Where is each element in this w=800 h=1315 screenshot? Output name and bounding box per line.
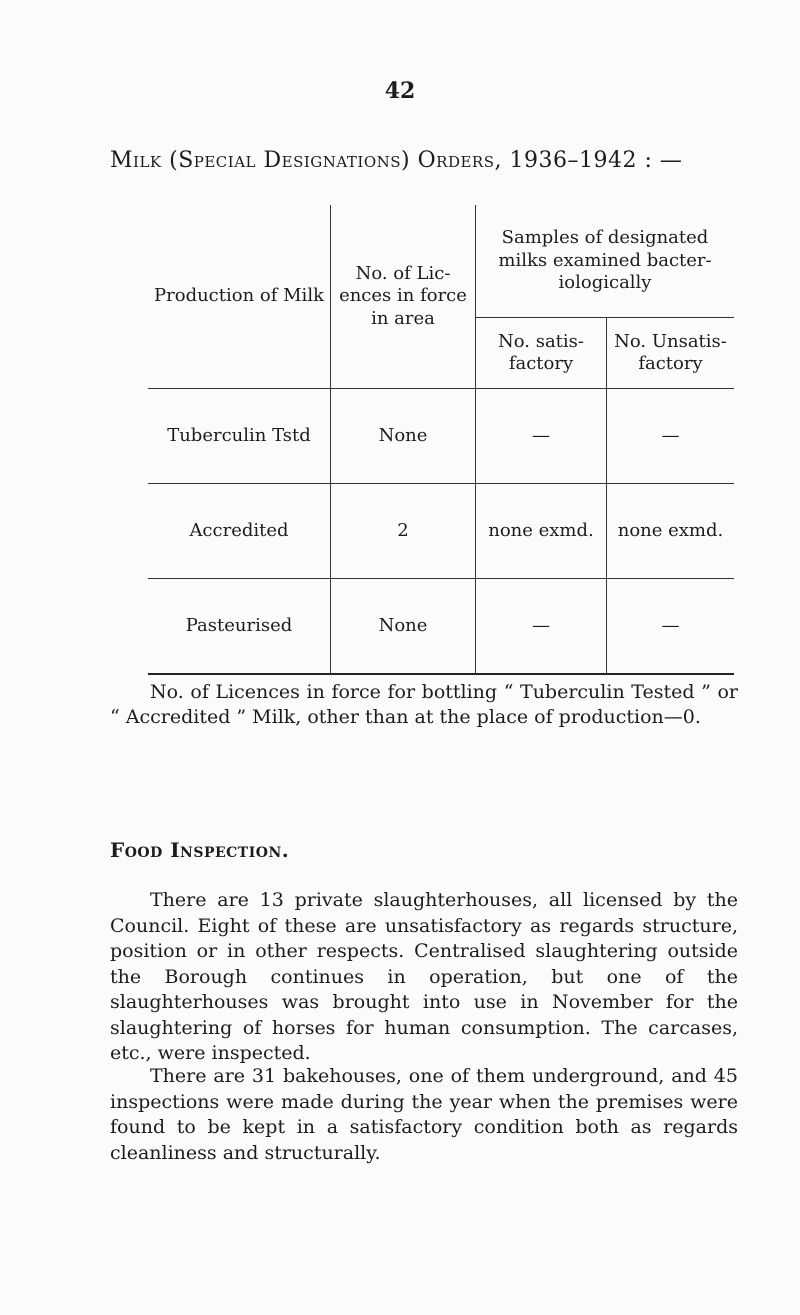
- heading-title: Milk (Special Designations) Orders,: [110, 148, 502, 173]
- cell-production: Pasteurised: [148, 579, 331, 675]
- cell-production: Accredited: [148, 484, 331, 579]
- cell-licences: None: [331, 579, 476, 675]
- cell-satisfactory: none exmd.: [476, 484, 607, 579]
- header-licences: No. of Lic- ences in force in area: [331, 205, 476, 389]
- cell-production: Tuberculin Tstd: [148, 389, 331, 484]
- header-satisfactory: No. satis- factory: [476, 318, 607, 389]
- table-row: [148, 579, 734, 675]
- cell-satisfactory: —: [476, 389, 607, 484]
- cell-unsatisfactory: —: [607, 579, 735, 675]
- cell-satisfactory: —: [476, 579, 607, 675]
- header-production: Production of Milk: [148, 205, 331, 389]
- header-samples: Samples of designated milks examined bacter- iologically: [476, 205, 735, 318]
- table-row: [148, 389, 734, 484]
- cell-unsatisfactory: —: [607, 389, 735, 484]
- table-row: [148, 484, 734, 579]
- cell-licences: None: [331, 389, 476, 484]
- food-inspection-title: Food Inspection.: [110, 838, 290, 862]
- cell-unsatisfactory: none exmd.: [607, 484, 735, 579]
- heading-years: 1936–1942 : —: [509, 148, 683, 173]
- bottling-licences-note: No. of Licences in force for bottling “ Tuberculin Tested ” or “ Accredited ” Milk, other than at the place of production—0.: [110, 681, 738, 728]
- header-unsatisfactory: No. Unsatis- factory: [607, 318, 735, 389]
- milk-designations-table: [148, 205, 734, 675]
- cell-licences: 2: [331, 484, 476, 579]
- slaughterhouses-paragraph: There are 13 private slaughterhouses, all licensed by the Council. Eight of these are unsatisfactory as regards structure, position or in other respects. Centralised slaughtering outside the Borough continues in operation, but one of the slaughterhouses was brought into use in November for the slaughtering of horses for human consumption. The carcases, etc., were inspected.: [110, 889, 738, 1064]
- bakehouses-paragraph: There are 31 bakehouses, one of them underground, and 45 inspections were made during the year when the premises were found to be kept in a satisfactory condition both as regards cleanliness and structurally.: [110, 1065, 738, 1164]
- section-heading: [110, 148, 730, 173]
- page-number: 42: [384, 78, 416, 104]
